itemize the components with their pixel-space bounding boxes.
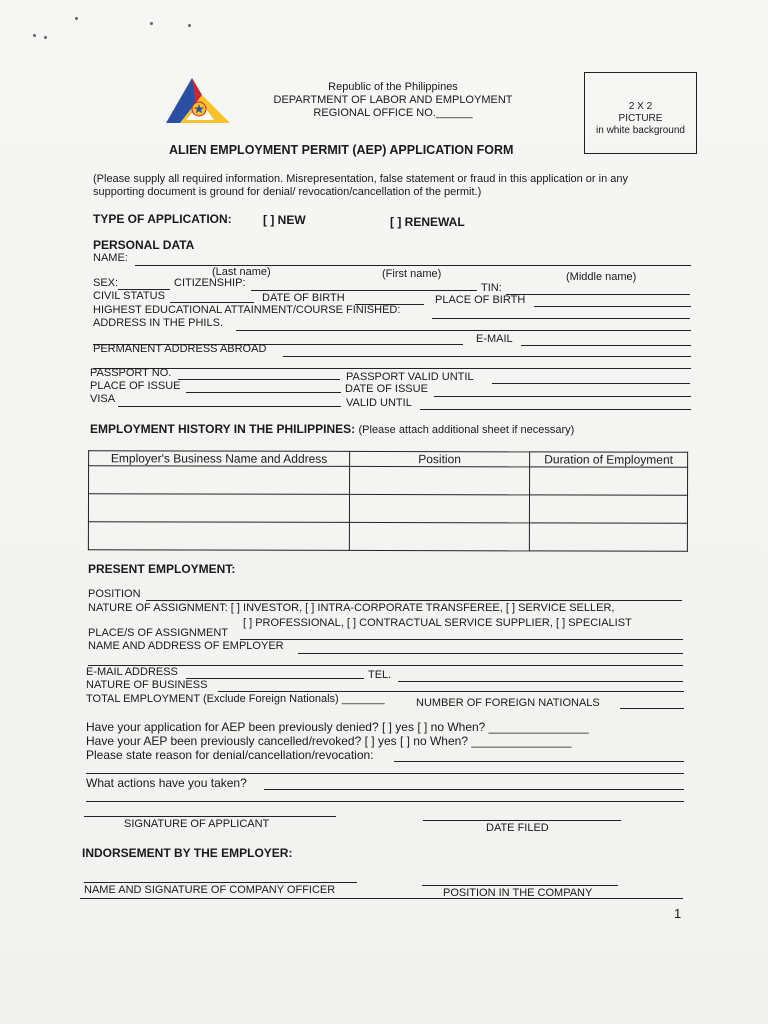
place-of-assignment-field[interactable] [240,639,683,640]
actions-field[interactable] [264,789,684,790]
employment-history-note: (Please attach additional sheet if necessary) [358,424,575,436]
tel-field[interactable] [398,681,683,682]
form-title: ALIEN EMPLOYMENT PERMIT (AEP) APPLICATION FORM [169,143,514,157]
date-filed-label: DATE FILED [486,822,549,834]
employer-cell[interactable] [89,466,350,495]
scan-speck [150,22,153,25]
position-in-company-label: POSITION IN THE COMPANY [443,887,593,899]
place-of-issue-field[interactable] [186,392,341,393]
first-name-caption: (First name) [382,268,442,280]
nature-of-assignment-line-1[interactable]: NATURE OF ASSIGNMENT: [ ] INVESTOR, [ ] INTRA-CORPORATE TRANSFEREE, [ ] SERVICE SELLER, [88,602,615,614]
photo-background: in white background [596,125,685,136]
place-of-birth-label: PLACE OF BIRTH [435,294,526,306]
scan-speck [44,36,47,39]
employment-history-table [88,450,688,552]
tin-field[interactable] [506,294,690,295]
address-phils-field[interactable] [236,330,691,331]
employer-name-field[interactable] [298,653,683,654]
middle-name-caption: (Middle name) [566,271,637,283]
valid-until-label: VALID UNTIL [346,397,412,409]
position-cell[interactable] [350,466,530,494]
email-field[interactable] [521,345,691,346]
valid-until-field[interactable] [420,409,691,410]
visa-label: VISA [90,393,116,405]
place-of-issue-label: PLACE OF ISSUE [90,380,181,392]
citizenship-label: CITIZENSHIP: [174,277,246,289]
renewal-checkbox[interactable]: [ ] RENEWAL [390,215,465,229]
column-header-duration: Duration of Employment [530,452,688,467]
position-field[interactable] [146,600,682,601]
place-of-assignment-label: PLACE/S OF ASSIGNMENT [88,627,228,639]
email-label: E-MAIL [476,333,513,345]
employment-history-title: EMPLOYMENT HISTORY IN THE PHILIPPINES: [90,422,356,436]
date-of-issue-label: DATE OF ISSUE [345,383,428,395]
employer-cell[interactable] [88,522,349,551]
column-header-employer: Employer's Business Name and Address [89,451,350,467]
reason-field-line-2[interactable] [86,773,684,774]
nature-of-business-label: NATURE OF BUSINESS [86,679,208,691]
photo-size: 2 X 2 [628,101,653,112]
civil-status-field[interactable] [170,302,254,303]
photo-label: PICTURE [618,113,663,124]
permanent-address-field[interactable] [283,356,691,357]
header-department: DEPARTMENT OF LABOR AND EMPLOYMENT [273,94,513,106]
dole-logo-icon [166,73,230,127]
email-address-field[interactable] [186,678,364,679]
header-regional-office: REGIONAL OFFICE NO.______ [313,107,473,119]
address-phils-label: ADDRESS IN THE PHILS. [93,317,223,329]
personal-data-heading: PERSONAL DATA [93,238,195,252]
permanent-address-field-line-2[interactable] [93,368,691,369]
column-header-position: Position [350,451,530,466]
table-row [89,466,688,496]
date-of-issue-field[interactable] [434,396,691,397]
photo-box [584,72,697,154]
header-republic: Republic of the Philippines [328,81,458,93]
duration-cell[interactable] [529,495,687,523]
employment-history-heading [90,422,574,436]
passport-valid-label: PASSPORT VALID UNTIL [346,371,474,383]
denied-question[interactable]: Have your application for AEP been previously denied? [ ] yes [ ] no When? _______________ [86,720,589,734]
position-label: POSITION [88,588,141,600]
passport-no-label: PASSPORT NO. [90,367,172,379]
applicant-signature-line[interactable] [84,816,336,817]
table-header-row [89,451,688,468]
company-officer-signature-line[interactable] [84,882,357,883]
nature-of-assignment-line-2[interactable]: [ ] PROFESSIONAL, [ ] CONTRACTUAL SERVICE SUPPLIER, [ ] SPECIALIST [243,617,632,629]
email-address-label: E-MAIL ADDRESS [86,666,178,678]
instructions-line-2: supporting document is ground for denial/ revocation/cancellation of the permit.) [93,186,482,198]
foreign-nationals-label: NUMBER OF FOREIGN NATIONALS [416,697,600,709]
present-employment-heading: PRESENT EMPLOYMENT: [88,562,236,576]
scan-speck [188,24,191,27]
tin-label: TIN: [481,282,502,294]
education-field[interactable] [432,318,690,319]
citizenship-field[interactable] [251,290,477,291]
table-row [88,494,687,524]
cancelled-question[interactable]: Have your AEP been previously cancelled/revoked? [ ] yes [ ] no When? _______________ [86,734,572,748]
page-number: 1 [674,906,682,921]
passport-valid-field[interactable] [492,383,690,384]
permanent-address-label: PERMANENT ADDRESS ABROAD [93,343,267,355]
employer-name-label: NAME AND ADDRESS OF EMPLOYER [88,640,284,652]
position-cell[interactable] [349,494,529,522]
date-of-birth-label: DATE OF BIRTH [262,292,345,304]
indorsement-heading: INDORSEMENT BY THE EMPLOYER: [82,846,293,860]
nature-of-business-field[interactable] [218,691,684,692]
date-filed-line[interactable] [423,820,621,821]
reason-field[interactable] [394,761,684,762]
place-of-birth-field[interactable] [534,306,691,307]
name-label: NAME: [93,252,128,264]
duration-cell[interactable] [530,467,688,495]
new-checkbox[interactable]: [ ] NEW [263,213,306,227]
scan-speck [33,34,36,37]
footer-divider [80,898,683,899]
total-employment-label[interactable]: TOTAL EMPLOYMENT (Exclude Foreign Nationals) _______ [86,693,385,705]
scan-speck [75,17,78,20]
passport-no-field[interactable] [178,379,340,380]
company-officer-label: NAME AND SIGNATURE OF COMPANY OFFICER [84,884,336,896]
visa-field[interactable] [118,406,341,407]
table-row [88,522,687,552]
last-name-caption: (Last name) [212,266,271,278]
sex-label: SEX: [93,277,119,289]
actions-label: What actions have you taken? [86,776,247,790]
foreign-nationals-field[interactable] [620,708,684,709]
reason-label: Please state reason for denial/cancellation/revocation: [86,748,374,762]
civil-status-label: CIVIL STATUS [93,290,165,302]
actions-field-line-2[interactable] [86,801,684,802]
signature-of-applicant-label: SIGNATURE OF APPLICANT [124,818,270,830]
employer-cell[interactable] [88,494,349,523]
education-label: HIGHEST EDUCATIONAL ATTAINMENT/COURSE FINISHED: [93,304,401,316]
type-of-application-label: TYPE OF APPLICATION: [93,212,232,226]
tel-label: TEL. [368,669,392,681]
duration-cell[interactable] [529,523,687,551]
position-cell[interactable] [349,522,529,550]
company-position-line[interactable] [422,885,618,886]
instructions-line-1: (Please supply all required information. Misrepresentation, false statement or fraud in this application or in any [93,173,628,185]
